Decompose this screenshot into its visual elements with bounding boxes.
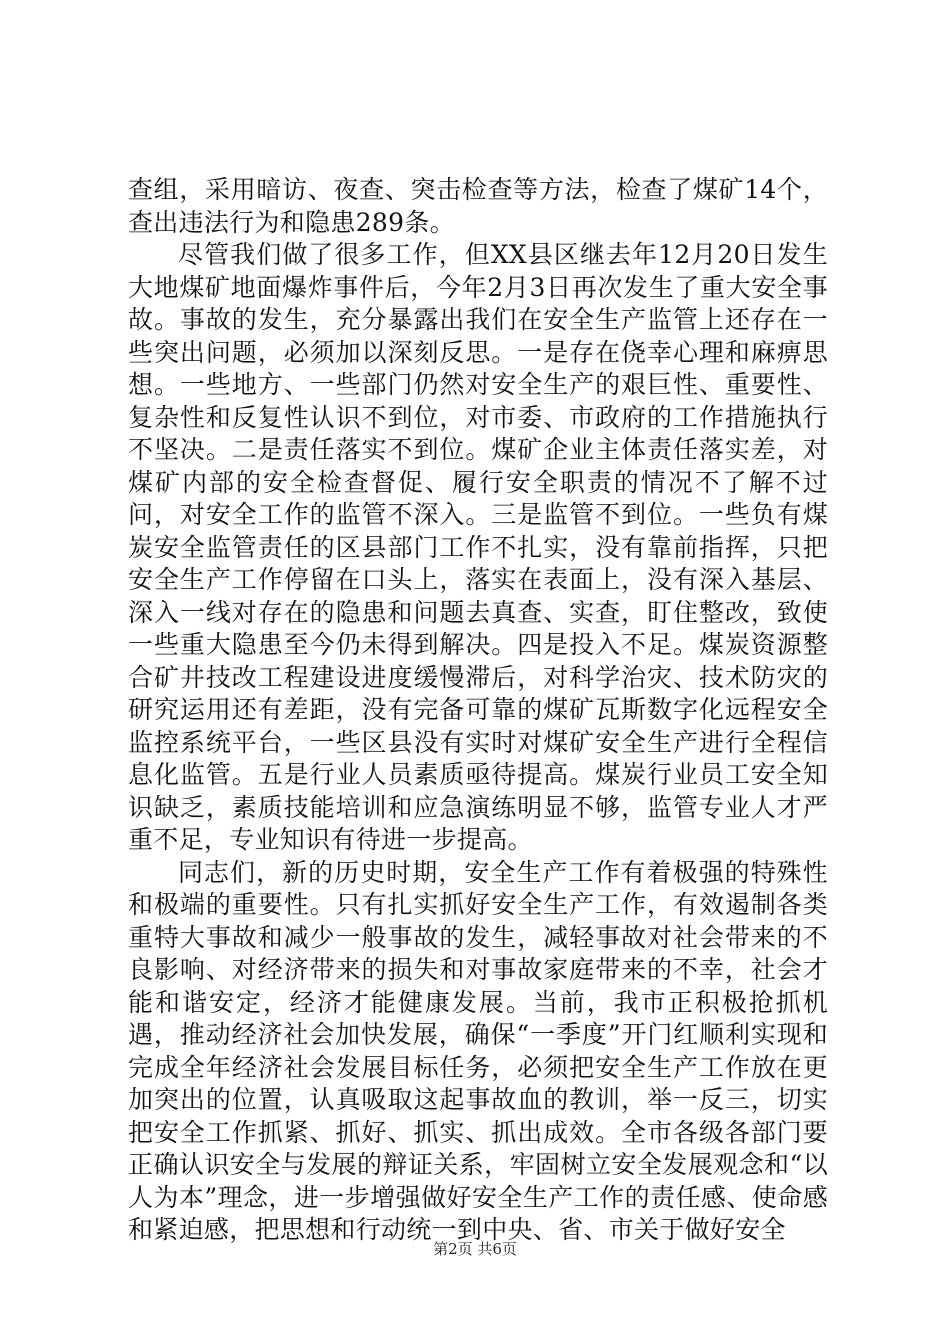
paragraph-3: 同志们，新的历史时期，安全生产工作有着极强的特殊性和极端的重要性。只有扎实抓好安全生产工作，有效遏制各类重特大事故和减少一般事故的发生，减轻事故对社会带来的不良影响、对经济带来的损失和对事故家庭带来的不幸，社会才能和谐安定，经济才能健康发展。当前，我市正积极抢抓机遇，推动经济社会加快发展，确保“一季度”开门红顺利实现和完成全年经济社会发展目标任务，必须把安全生产工作放在更加突出的位置，认真吸取这起事故血的教训，举一反三，切实把安全工作抓紧、抓好、抓实、抓出成效。全市各级各部门要正确认识安全与发展的辩证关系，牢固树立安全发展观念和“以人为本”理念，进一步增强做好安全生产工作的责任感、使命感和紧迫感，把思想和行动统一到中央、省、市关于做好安全 bbox=[128, 857, 828, 1244]
document-body bbox=[128, 174, 828, 1247]
paragraph-1: 查组，采用暗访、夜查、突击检查等方法，检查了煤矿14个，查出违法行为和隐患289条。 bbox=[128, 175, 828, 237]
paragraph-2: 尽管我们做了很多工作，但XX县区继去年12月20日发生大地煤矿地面爆炸事件后，今年2月3日再次发生了重大安全事故。事故的发生，充分暴露出我们在安全生产监管上还存在一些突出问题，必须加以深刻反思。一是存在侥幸心理和麻痹思想。一些地方、一些部门仍然对安全生产的艰巨性、重要性、复杂性和反复性认识不到位，对市委、市政府的工作措施执行不坚决。二是责任落实不到位。煤矿企业主体责任落实差，对煤矿内部的安全检查督促、履行安全职责的情况不了解不过问，对安全工作的监管不深入。三是监管不到位。一些负有煤炭安全监管责任的区县部门工作不扎实，没有靠前指挥，只把安全生产工作停留在口头上，落实在表面上，没有深入基层、深入一线对存在的隐患和问题去真查、实查，盯住整改，致使一些重大隐患至今仍未得到解决。四是投入不足。煤炭资源整合矿井技改工程建设进度缓慢滞后，对科学治灾、技术防灾的研究运用还有差距，没有完备可靠的煤矿瓦斯数字化远程安全监控系统平台，一些区县没有实时对煤矿安全生产进行全程信息化监管。五是行业人员素质亟待提高。煤炭行业员工安全知识缺乏，素质技能培训和应急演练明显不够，监管专业人才严重不足，专业知识有待进一步提高。 bbox=[128, 240, 828, 854]
page-number-footer: 第2页 共6页 bbox=[433, 1240, 517, 1258]
